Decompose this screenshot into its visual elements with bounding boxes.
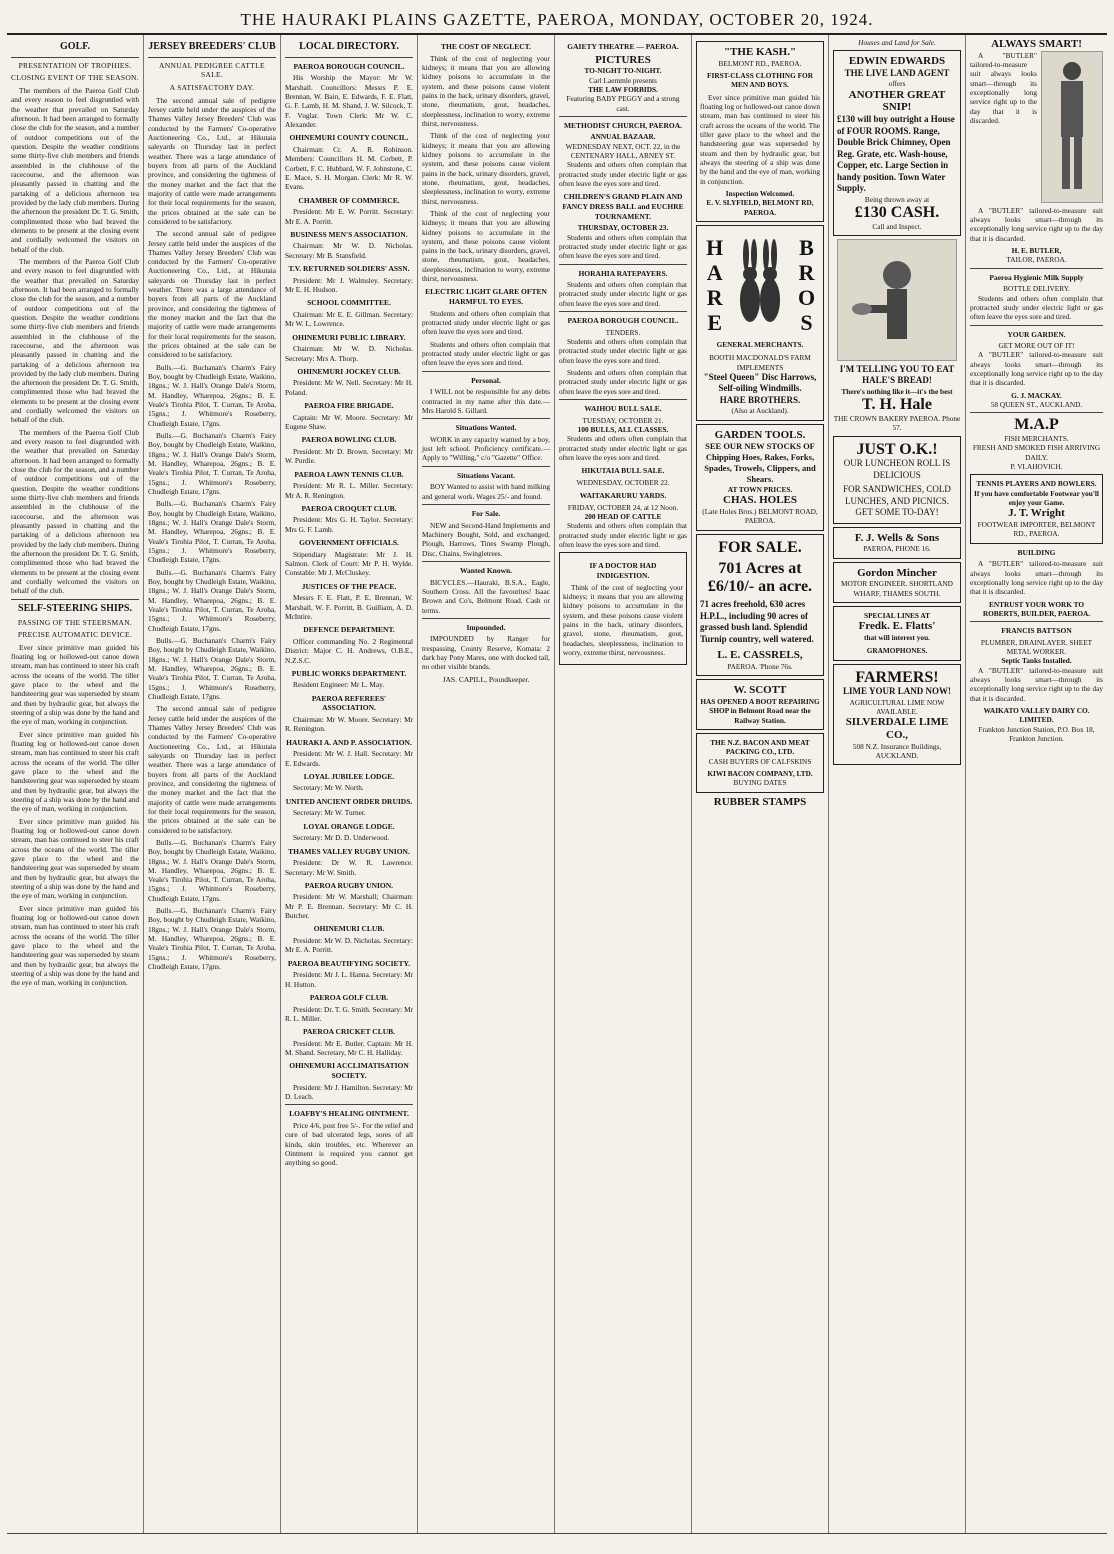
septic-tanks: Septic Tanks Installed. (1001, 656, 1072, 666)
ships-article-body-repeat-3: Ever since primitive man guided his floating log or hollowed-out canoe down stream, man has continued to steer his craft across the oceans of the world. The tiller gave place to the wheel and the handsteering gear was superseded by steam and then by hydraulic gear, but always the steering of a ship was done by the hand and the eye of man, working in conjunction. (11, 903, 139, 988)
call-inspect: Call and Inspect. (872, 221, 922, 231)
mincher-sub: MOTOR ENGINEER. SHORTLAND WHARF, THAMES SOUTH. (841, 579, 953, 598)
classified-category: Situations Wanted. (455, 423, 517, 433)
electric-heading: ELECTRIC LIGHT GLARE OFTEN HARMFUL TO EYES. (425, 287, 547, 307)
farm-sale-ad (696, 534, 824, 677)
directory-section-title: BUSINESS MEN'S ASSOCIATION. (290, 229, 408, 239)
classified-category: Personal. (471, 375, 501, 385)
special-lines: SPECIAL LINES AT (864, 611, 930, 620)
flatts-ad (833, 606, 961, 661)
wells-name: F. J. Wells & Sons (854, 531, 940, 544)
lime-now: LIME YOUR LAND NOW! (843, 686, 951, 697)
edwards-name: EDWIN EDWARDS (848, 55, 946, 68)
divider (970, 268, 1103, 269)
tennis-ad (970, 474, 1103, 543)
directory-section-title: THAMES VALLEY RUGBY UNION. (288, 846, 410, 856)
bazaar-body: Students and others often complain that protracted study under electric light or gas often leave the eyes sore and tired. (559, 160, 687, 189)
directory-section-title: PAEROA RUGBY UNION. (304, 880, 394, 890)
chas-holes: CHAS. HOLES (723, 494, 797, 507)
garden-body: A "BUTLER" tailored-to-measure suit always looks smart—through its exceptionally long service right up to the day that it is discarded. (970, 350, 1103, 388)
waikato-dairy: WAIKATO VALLEY DAIRY CO. LIMITED. (983, 706, 1090, 725)
directory-section-text: Chairman: Mr W. D. Nicholas. Secretary: Mr B. Stansfield. (285, 241, 413, 260)
jersey-bulls-list-repeat-4: Bulls.—G. Buchanan's Charm's Fairy Boy, bought by Chudleigh Estate, Waikino, 18gns.; W. J. Hall's Orange Dale's Storm, M. Handley, Wharepoa, 26gns.; B. E. Veale's Tirohia Pilot, T. Curran, Te Aroha, 15gns.; J. Whitmore's Roseberry, Chudleigh Estate, 17gns. (148, 635, 276, 701)
garden-tools-ad (696, 424, 824, 531)
tonight-label: TO-NIGHT TO-NIGHT. (584, 66, 662, 76)
waihou-body: Students and others often complain that protracted study under electric light or gas often leave the eyes sore and tired. (559, 434, 687, 462)
divider (11, 599, 139, 600)
cattle-count: 200 HEAD OF CATTLE (584, 512, 662, 522)
garden-sub: GET MORE OUT OF IT! (998, 341, 1075, 351)
smart-text-repeat: A "BUTLER" tailored-to-measure suit always looks smart—through its exceptionally long service right up to the day that it is discarded. (970, 205, 1103, 243)
fancy-dress-date: THURSDAY, OCTOBER 23. (577, 223, 669, 233)
doctor-ad (559, 552, 687, 665)
houses-heading: Houses and Land for Sale. (858, 38, 936, 47)
cassrels-name: L. E. CASSRELS, (717, 649, 803, 662)
classified-text: BOY Wanted to assist with hand milking and general work. Wages 25/- and found. (422, 482, 550, 501)
column-directory (281, 35, 418, 1533)
classified-category: Wanted Known. (459, 565, 513, 575)
for-sale-heading: FOR SALE. (718, 538, 802, 556)
golf-article-body-repeat: The members of the Paeroa Golf Club and every reason to feel disgruntled with the weather that prevailed on Saturday afternoon. It had been arranged to formally close the club for the season, and a number of outdoor competitions out of the question. Despite the weather conditions some thirty-five club members and friends assembled in the clubhouse of the racecourse, and the afternoon was pleasantly passed in chatting and the partaking of a delicious afternoon tea provided by the lady club members. During the afternoon the president Dr. T. G. Smith, complimented those who had braved the elements to be present at the closing event and cordially welcomed the visitors on behalf of the club. (11, 256, 139, 425)
classified-category: For Sale. (471, 509, 501, 519)
great-snip: ANOTHER GREAT SNIP! (848, 88, 946, 114)
divider (422, 418, 550, 419)
boot-repair-ad (696, 679, 824, 730)
jersey-article-body-repeat-2: The second annual sale of pedigree Jersey cattle held under the auspices of the Thames Valley Jersey Breeders' Club was conducted by the Farmers' Co-operative Auctioneering Co., Ltd., at Hikutaia saleyards on Thursday last in perfect weather. There was a large attendance of buyers from all parts of the Auckland province, and considering the tightness of the money market and the fact that the majority of cattle were made arrangements for their local requirements for the season, the prices obtained at the sale can be considered to be satisfactory. (148, 704, 276, 835)
classified-category: Impounded. (466, 622, 506, 632)
steel-queen: "Steel Queen" Disc Harrows, Self-oiling Windmills. (703, 371, 817, 394)
directory-section-title: PAEROA CRICKET CLUB. (302, 1027, 396, 1037)
hare-merchants: GENERAL MERCHANTS. (716, 339, 804, 349)
directory-section-title: DEFENCE DEPARTMENT. (303, 625, 395, 635)
wells-phone: PAEROA, PHONE 16. (863, 544, 931, 554)
jersey-subheading: ANNUAL PEDIGREE CATTLE SALE. (159, 60, 265, 80)
bazaar-label: ANNUAL BAZAAR. (590, 132, 656, 142)
garden-tools-heading: GARDEN TOOLS. (714, 428, 806, 441)
ships-heading: SELF-STEERING SHIPS. (18, 602, 132, 614)
jersey-bulls-list-repeat-2: Bulls.—G. Buchanan's Charm's Fairy Boy, bought by Chudleigh Estate, Waikino, 18gns.; W. J. Hall's Orange Dale's Storm, M. Handley, Wharepoa, 26gns.; B. E. Veale's Tirohia Pilot, T. Curran, Te Aroha, 15gns.; J. Whitmore's Roseberry, Chudleigh Estate, 17gns. (148, 499, 276, 565)
directory-section-title: LOYAL ORANGE LODGE. (303, 821, 395, 831)
ships-subheading-2: PRECISE AUTOMATIC DEVICE. (17, 630, 133, 640)
luncheon-line: FOR SANDWICHES, COLD LUNCHES, AND PICNICS. GET SOME TO-DAY! (843, 484, 951, 518)
film-title: THE LAW FORBIDS. (588, 84, 658, 94)
column-amusements (555, 35, 692, 1533)
bazaar-date: WEDNESDAY NEXT, OCT. 22, in the CENTENARY HALL, ARNEY ST. (565, 141, 681, 161)
masthead: THE HAURAKI PLAINS GAZETTE, PAEROA, MONDAY, OCTOBER 20, 1924. (7, 7, 1107, 35)
hale-tagline: I'M TELLING YOU TO EAT HALE'S BREAD! (839, 363, 955, 386)
directory-section-title: OHINEMURI JOCKEY CLUB. (297, 366, 401, 376)
divider (970, 621, 1103, 622)
directory-section-title: PAEROA GOLF CLUB. (309, 992, 389, 1002)
divider (285, 1104, 413, 1105)
directory-section-title: CHAMBER OF COMMERCE. (298, 195, 400, 205)
cassrels-phone: PAEROA. 'Phone 76s. (727, 662, 793, 671)
directory-section-text: President: Dr. T. G. Smith. Secretary: Mr R. L. Miller. (285, 1004, 413, 1023)
directory-section-title: OHINEMURI PUBLIC LIBRARY. (292, 332, 406, 342)
roberts-line: ENTRUST YOUR WORK TO ROBERTS, BUILDER, PAEROA. (982, 599, 1091, 618)
hare-logo (700, 230, 820, 340)
building-body: A "BUTLER" tailored-to-measure suit always looks smart—through its exceptionally long service right up to the day that it is discarded. (970, 559, 1103, 597)
ointment-ad-text: Price 4/6, post free 5/-. For the relief and cure of bad ulcerated legs, sores of all kinds, skin troubles, etc. Wherever an Ointment is required you cannot get anything so good. (285, 1120, 413, 1168)
just-ok: JUST O.K.! (856, 440, 938, 458)
booth-macdonald: BOOTH MACDONALD'S FARM IMPLEMENTS (709, 353, 811, 372)
garden-heading: YOUR GARDEN. (1007, 329, 1066, 339)
hare-brothers: HARE BROTHERS. (719, 394, 801, 405)
directory-heading: LOCAL DIRECTORY. (299, 41, 399, 52)
directory-section-text: President: Mr W. Marshall; Chairman: Mr P. E. Brennan. Secretary: Mr C. H. Butcher. (285, 892, 413, 921)
hare-auckland: (Also at Auckland). (731, 406, 789, 416)
battson-sub: PLUMBER, DRAINLAYER. SHEET METAL WORKER. (980, 637, 1093, 657)
directory-section-title: PAEROA REFEREES' ASSOCIATION. (311, 693, 387, 713)
presents-label: Carl Laemmle presents (589, 75, 657, 85)
directory-section-text: Secretary: Mr D. D. Underwood. (293, 833, 390, 843)
tenders-body-repeat: Students and others often complain that protracted study under electric light or gas often leave the eyes sore and tired. (559, 368, 687, 396)
jersey-bulls-list-repeat-5: Bulls.—G. Buchanan's Charm's Fairy Boy, bought by Chudleigh Estate, Waikino, 18gns.; W. J. Hall's Orange Dale's Storm, M. Handley, Wharepoa, 26gns.; B. E. Veale's Tirohia Pilot, T. Curran, Te Aroha, 15gns.; J. Whitmore's Roseberry, Chudleigh Estate, 17gns. (148, 837, 276, 903)
directory-section-title: PAEROA CROQUET CLUB. (301, 503, 397, 513)
snip-text: £130 will buy outright a House of FOUR ROOMS. Range, Double Brick Chimney, Open Reg. Grate, etc. Wash-house, Copper, etc. Large Section in handy position. Town Water Supply. (837, 114, 955, 194)
jersey-bulls-list-repeat-3: Bulls.—G. Buchanan's Charm's Fairy Boy, bought by Chudleigh Estate, Waikino, 18gns.; W. J. Hall's Orange Dale's Storm, M. Handley, Wharepoa, 26gns.; B. E. Veale's Tirohia Pilot, T. Curran, Te Aroha, 15gns.; J. Whitmore's Roseberry, Chudleigh Estate, 17gns. (148, 567, 276, 633)
directory-section-title: PAEROA BOWLING CLUB. (301, 435, 397, 445)
baker-illustration-icon (837, 239, 957, 361)
flatts-name: Fredk. E. Flatts' (858, 620, 936, 633)
mincher-name: Gordon Mincher (857, 566, 937, 579)
tennis-heading: TENNIS PLAYERS AND BOWLERS. (976, 479, 1097, 489)
waitakaruru-heading: WAITAKARURU YARDS. (579, 491, 667, 501)
doctor-body: Think of the cost of neglecting your kidneys; it means that you are allowing kidney poisons to accumulate in the system, and these poisons cause violent pains in the back, urinary disorders, gravel, stone, rheumatism, gout, headaches, sleeplessness, inclination to worry, extreme thirst, nervousness. (563, 582, 683, 657)
mackay-name: G. J. MACKAY. (1011, 390, 1062, 400)
waihou-bulls: 100 BULLS, ALL CLASSES. (577, 424, 669, 434)
ships-article-body-repeat: Ever since primitive man guided his floating log or hollowed-out canoe down stream, man has continued to steer his craft across the oceans of the world. The tiller gave place to the wheel and the handsteering gear was superseded by steam and then by hydraulic gear, but always the steering of a ship was done by the hand and the eye of man, working in conjunction. (11, 729, 139, 814)
thrown-label: Being thrown away at (864, 194, 930, 204)
milk-heading: Paeroa Hygienic Milk Supply (989, 272, 1084, 282)
waihou-date: TUESDAY, OCTOBER 21. (582, 415, 664, 425)
luncheon-ad (833, 436, 961, 524)
directory-section-text: President: Mr R. L. Miller. Secretary: Mr A. R. Renington. (285, 481, 413, 500)
directory-section-title: PAEROA BOROUGH COUNCIL. (293, 61, 405, 71)
fancy-dress-heading: CHILDREN'S GRAND PLAIN AND FANCY DRESS BALL and EUCHRE TOURNAMENT. (562, 192, 684, 221)
map-sub: FISH MERCHANTS. (1004, 434, 1069, 443)
neglect-body: Think of the cost of neglecting your kidneys; it means that you are allowing kidney poisons to accumulate in the system, and these poisons cause violent pains in the back, urinary disorders, gravel, stone, rheumatism, gout, headaches, sleeplessness, inclination to worry, extreme thirst, nervousness. (422, 53, 550, 128)
map-line: FRESH AND SMOKED FISH ARRIVING DAILY. (972, 443, 1101, 462)
waihou-heading: WAIHOU BULL SALE. (584, 404, 662, 413)
divider (559, 264, 687, 265)
divider (422, 618, 550, 619)
directory-section-title: PAEROA BEAUTIFYING SOCIETY. (287, 958, 411, 968)
divider (11, 57, 139, 58)
snip-price: £130 CASH. (854, 204, 940, 222)
waitakaruru-date: FRIDAY, OCTOBER 24, at 12 Noon. (567, 502, 679, 512)
poundkeeper-signature: JAS. CAPILL, Poundkeeper. (442, 674, 530, 684)
farmers-heading: FARMERS! (855, 668, 939, 686)
directory-section-text: President: Mr W. Nell. Secretary: Mr H. Poland. (285, 378, 413, 397)
kash-footer: Inspection Welcomed. (725, 188, 795, 198)
directory-section-title: SCHOOL COMMITTEE. (307, 298, 391, 308)
golf-subheading-2: CLOSING EVENT OF THE SEASON. (11, 73, 139, 83)
milk-sub: BOTTLE DELIVERY. (1003, 284, 1070, 294)
butler-sub: TAILOR, PAEROA. (1006, 255, 1067, 265)
directory-section-text: Messrs F. E. Flatt, P. E. Brennan, W. Marshall, W. F. Porritt, B. Guilliam, A. D. McIntire. (285, 593, 413, 621)
scott-name: W. SCOTT (733, 684, 787, 697)
kash-signature: E. V. SLYFIELD, BELMONT RD, PAEROA. (706, 198, 814, 217)
newspaper-page (7, 7, 1107, 1540)
column-kash (692, 35, 829, 1533)
tennis-sub: If you have comfortable Footwear you'll enjoy your Game. (974, 488, 1099, 507)
hale-name: T. H. Hale (862, 396, 932, 414)
film-cast: Featuring BABY PEGGY and a strong cast. (566, 94, 680, 113)
lime-ad (833, 664, 961, 766)
jersey-article-body-repeat: The second annual sale of pedigree Jersey cattle held under the auspices of the Thames Valley Jersey Breeders' Club was conducted by the Farmers' Co-operative Auctioneering Co., Ltd., at Hikutaia saleyards on Thursday last in perfect weather. There was a large attendance of buyers from all parts of the Auckland province, and considering the tightness of the money market and the fact that the majority of cattle were made arrangements for their local requirements for the season, the prices obtained at the sale can be considered to be satisfactory. (148, 229, 276, 360)
electric-body-repeat: Students and others often complain that protracted study under electric light or gas often leave the eyes sore and tired. (422, 339, 550, 368)
hikutaia-heading: HIKUTAIA BULL SALE. (581, 466, 665, 476)
directory-section-title: PAEROA LAWN TENNIS CLUB. (294, 469, 404, 479)
borough-tenders-heading: PAEROA BOROUGH COUNCIL. (567, 316, 679, 326)
directory-section-title: HAURAKI A. AND P. ASSOCIATION. (286, 737, 412, 747)
fancy-dress-body: Students and others often complain that protracted study under electric light or gas often leave the eyes sore and tired. (559, 232, 687, 261)
gentleman-icon (1047, 57, 1097, 197)
classifieds (422, 371, 550, 672)
agricultural-lime: AGRICULTURAL LIME NOW AVAILABLE. (849, 697, 945, 717)
divider (285, 57, 413, 58)
directory-section-title: T.V. RETURNED SOLDIERS' ASSN. (288, 264, 410, 274)
hare-right-letters: BROS (794, 234, 819, 335)
ships-article-body: Ever since primitive man guided his floating log or hollowed-out canoe down stream, man has continued to steer his craft across the oceans of the world. The tiller gave place to the wheel and the handsteering gear was superseded by steam and then by hydraulic gear, but always the steering of a ship was done by the hand and the eye of man, working in conjunction. (11, 642, 139, 727)
directory-section-text: President: Mrs G. H. Taylor. Secretary: Mrs G. F. Lamb. (285, 515, 413, 534)
man-figure-icon (1041, 51, 1103, 203)
columns (7, 35, 1107, 1534)
smart-text: A "BUTLER" tailored-to-measure suit always looks smart—through its exceptionally long service right up to the day that it is discarded. (970, 50, 1037, 125)
edwards-sub: THE LIVE LAND AGENT (844, 67, 950, 78)
directory-section-title: OHINEMURI ACCLIMATISATION SOCIETY. (289, 1061, 409, 1081)
directory-section-text: President: Mr J. L. Hanna. Secretary: Mr H. Hutton. (285, 970, 413, 989)
hale-address: THE CROWN BAKERY PAEROA. Phone 57. (833, 413, 961, 433)
always-smart: ALWAYS SMART! (991, 38, 1082, 50)
ships-article-body-repeat-2: Ever since primitive man guided his floating log or hollowed-out canoe down stream, man has continued to steer his craft across the oceans of the world. The tiller gave place to the wheel and the handsteering gear was superseded by steam and then by hydraulic gear, but always the steering of a ship was done by the hand and the eye of man, working in conjunction. (11, 816, 139, 901)
directory-section-text: President: Dr W. R. Lawrence. Secretary: Mr W. Smith. (285, 858, 413, 877)
classified-category: Situations Vacant. (457, 470, 515, 480)
directory-section-title: OHINEMURI COUNTY COUNCIL. (289, 133, 409, 143)
kash-title: "THE KASH." (723, 46, 797, 58)
kiwi-sub: BUYING DATES (733, 778, 787, 788)
directory-section-title: LOYAL JUBILEE LODGE. (303, 771, 395, 781)
jersey-bulls-list-repeat-6: Bulls.—G. Buchanan's Charm's Fairy Boy, bought by Chudleigh Estate, Waikino, 18gns.; W. J. Hall's Orange Dale's Storm, M. Handley, Wharepoa, 26gns.; B. E. Veale's Tirohia Pilot, T. Curran, Te Aroha, 15gns.; J. Whitmore's Roseberry, Chudleigh Estate, 17gns. (148, 906, 276, 972)
rabbits-illustration-icon (730, 230, 790, 340)
divider (422, 504, 550, 505)
column-edwards (829, 35, 966, 1533)
golf-subheading: PRESENTATION OF TROPHIES. (18, 60, 132, 70)
column-neglect (418, 35, 555, 1533)
jersey-bulls-list-repeat: Bulls.—G. Buchanan's Charm's Fairy Boy, bought by Chudleigh Estate, Waikino, 18gns.; W. J. Hall's Orange Dale's Storm, M. Handley, Wharepoa, 26gns.; B. E. Veale's Tirohia Pilot, T. Curran, Te Aroha, 15gns.; J. Whitmore's Roseberry, Chudleigh Estate, 17gns. (148, 431, 276, 497)
waitakaruru-body: Students and others often complain that protracted study under electric light or gas often leave the eyes sore and tired. (559, 521, 687, 550)
horahia-heading: HORAHIA RATEPAYERS. (578, 268, 668, 278)
waikato-address: Frankton Junction Station, P.O. Box 18, Frankton Junction. (978, 724, 1095, 744)
column-golf (7, 35, 144, 1533)
luncheon-roll: OUR LUNCHEON ROLL IS DELICIOUS (843, 458, 951, 480)
golf-article-body: The members of the Paeroa Golf Club and every reason to feel disgruntled with the weather that prevailed on Saturday afternoon. It had been arranged to formally close the club for the season, and a number of outdoor competitions out of the question. Despite the weather conditions some thirty-five club members and friends assembled in the clubhouse of the racecourse, and the afternoon was pleasantly passed in chatting and the partaking of a delicious afternoon tea provided by the lady club members. During the afternoon the president Dr. T. G. Smith, complimented those who had braved the elements to be present at the closing event and cordially welcomed the visitors on behalf of the club. (11, 85, 139, 254)
classified-text: BICYCLES.—Hauraki, B.S.A., Eagle, Southern Cross. All the favourites! Isaac Brown and Co's, Belmont Road. Cash or terms. (422, 577, 550, 615)
directory-section-text: Chairman: Cr. A. R. Robinson. Members: Councillors H. M. Corbett, P. Corbett, F. C. Hubbard, W. F. Johnstone, C. E. Mace, S. H. Morgan. Clerk: Mr R. W. Evans. (285, 144, 413, 192)
divider (422, 466, 550, 467)
chef-icon (842, 245, 952, 355)
building-heading: BUILDING (1017, 547, 1056, 557)
golf-article-body-repeat-2: The members of the Paeroa Golf Club and every reason to feel disgruntled with the weather that prevailed on Saturday afternoon. It had been arranged to formally close the club for the season, and a number of outdoor competitions out of the question. Despite the weather conditions some thirty-five club members and friends assembled in the clubhouse of the racecourse, and the afternoon was pleasantly passed in chatting and the partaking of a delicious afternoon tea provided by the lady club members. During the afternoon the president Dr. T. G. Smith, complimented those who had braved the elements to be present at the closing event and cordially welcomed the visitors on behalf of the club. (11, 427, 139, 596)
wells-ad (833, 527, 961, 559)
kash-line: FIRST-CLASS CLOTHING FOR MEN AND BOYS. (707, 70, 813, 90)
directory-section-text: President: Mr E. Butler. Captain: Mr H. M. Shand. Secretary, Mr C. H. Halliday. (285, 1038, 413, 1058)
classified-text: I WILL not be responsible for any debts contracted in my name after this date.—Mrs Harold S. Gillard. (422, 387, 550, 415)
directory-section-text: Resident Engineer: Mr L. May. (293, 680, 385, 690)
pictures-label: PICTURES (595, 53, 651, 66)
bacon-sub: CASH BUYERS OF CALFSKINS (708, 756, 812, 766)
jersey-article-body: The second annual sale of pedigree Jersey cattle held under the auspices of the Thames Valley Jersey Breeders' Club was conducted by the Farmers' Co-operative Auctioneering Co., Ltd., at Hikutaia saleyards on Thursday last in perfect weather. There was a large attendance of buyers from all parts of the Auckland province, and considering the tightness of the money market and the fact that the majority of cattle were made arrangements for their local requirements for the season, the prices obtained at the sale can be considered to be satisfactory. (148, 95, 276, 226)
column-butler (966, 35, 1107, 1533)
directory-section-text: President: Mr D. Brown. Secretary: Mr W. Purdie. (285, 446, 413, 466)
hare-left-letters: HARE (702, 234, 728, 335)
divider (422, 371, 550, 372)
bacon-ad (696, 733, 824, 793)
directory-section-text: Captain: Mr W. Moore. Secretary: Mr Eugene Shaw. (285, 412, 413, 432)
directory-section-title: GOVERNMENT OFFICIALS. (299, 538, 399, 548)
directory-section-text: Secretary: Mr W. Turner. (293, 808, 366, 818)
divider (559, 311, 687, 312)
map-name: M.A.P (1014, 416, 1059, 434)
gramophones: GRAMOPHONES. (866, 646, 928, 656)
directory-section-title: OHINEMURI CLUB. (313, 924, 385, 934)
silverdale-name: SILVERDALE LIME CO., (845, 716, 949, 742)
directory-section-title: JUSTICES OF THE PEACE. (301, 581, 397, 591)
directory-section-text: Chairman: Mr E. E. Gillman. Secretary: Mr W. L. Lowrence. (285, 309, 413, 329)
divider (148, 57, 276, 58)
horahia-body: Students and others often complain that protracted study under electric light or gas often leave the eyes sore and tired. (559, 280, 687, 308)
directory-section-title: PUBLIC WORKS DEPARTMENT. (291, 668, 407, 678)
tenders-body: Students and others often complain that protracted study under electric light or gas often leave the eyes sore and tired. (559, 337, 687, 365)
directory-list (285, 62, 413, 1101)
edwards-offers: offers (888, 79, 906, 89)
ointment-ad-title: LOAFBY'S HEALING OINTMENT. (289, 1109, 409, 1119)
directory-section-text: President: Mr J. Hamilton. Secretary: Mr D. Leach. (285, 1082, 413, 1101)
battson-name: FRANCIS BATTSON (1001, 626, 1072, 636)
directory-section-text: President: Mr W. J. Hall. Secretary: Mr E. Edwards. (285, 749, 413, 768)
classified-text: IMPOUNDED by Ranger for trespassing, County Reserve, Komata: 2 dark bay Pony Mares, one with docked tail, no other visible brands. (422, 634, 550, 672)
directory-section-title: UNITED ANCIENT ORDER DRUIDS. (285, 796, 413, 806)
vlahovich-name: P. VLAHOVICH. (1010, 461, 1063, 471)
column-jersey (144, 35, 281, 1533)
rubber-stamps: RUBBER STAMPS (713, 795, 807, 808)
gaiety-heading: GAIETY THEATRE — PAEROA. (567, 42, 679, 51)
directory-section-text: President: Mr W. D. Nicholas. Secretary: Mr E. A. Porritt. (285, 936, 413, 955)
ships-subheading: PASSING OF THE STEERSMAN. (17, 617, 133, 627)
directory-section-text: Secretary: Mr W. North. (293, 783, 364, 793)
divider (559, 399, 687, 400)
divider (422, 561, 550, 562)
acres-description: 71 acres freehold, 630 acres H.P.L., including 90 acres of grassed bush land. Splendid Turnip country, well watered. (700, 599, 814, 644)
methodist-heading: METHODIST CHURCH, PAEROA. (563, 120, 683, 130)
town-prices: AT TOWN PRICES. (727, 484, 793, 494)
chas-holes-address: (Late Holes Bros.) BELMONT ROAD, PAEROA. (702, 506, 818, 526)
directory-section-text: President: Mr E. W. Porritt. Secretary: Mr E. A. Porritt. (285, 207, 413, 226)
acres-headline: 701 Acres at £6/10/- an acre. (707, 560, 813, 595)
milk-body: Students and others often complain that protracted study under electric light or gas often leave the eyes sore and tired. (970, 293, 1103, 322)
hare-ad (696, 225, 824, 421)
tenders-label: TENDERS. (605, 327, 641, 337)
classified-text: WORK in any capacity wanted by a boy, just left school. Proficiency certificate.—Apply to "Willing," c/o "Gazette" Office. (422, 434, 550, 463)
edwards-ad (833, 50, 961, 236)
kiwi-company: KIWI BACON COMPANY, LTD. (707, 768, 813, 778)
divider (559, 116, 687, 117)
doctor-heading: IF A DOCTOR HAD INDIGESTION. (589, 561, 657, 580)
directory-section-title: PAEROA FIRE BRIGADE. (304, 401, 394, 411)
kash-address: BELMONT RD., PAEROA. (718, 58, 802, 68)
electric-body: Students and others often complain that protracted study under electric light or gas often leave the eyes sore and tired. (422, 308, 550, 337)
battson-body: A "BUTLER" tailored-to-measure suit always looks smart—through its exceptionally long service right up to the day that it is discarded. (970, 665, 1103, 703)
jersey-heading: JERSEY BREEDERS' CLUB (148, 41, 276, 52)
divider (970, 412, 1103, 413)
wright-name: J. T. Wright (1008, 507, 1065, 520)
mincher-ad (833, 562, 961, 603)
mackay-address: 58 QUEEN ST., AUCKLAND. (990, 400, 1083, 410)
kash-ad (696, 41, 824, 222)
neglect-body-repeat-2: Think of the cost of neglecting your kidneys; it means that you are allowing kidney poisons to accumulate in the system, and these poisons cause violent pains in the back, urinary disorders, gravel, stone, rheumatism, gout, headaches, sleeplessness, inclination to worry, extreme thirst, nervousness. (422, 208, 550, 284)
neglect-body-repeat: Think of the cost of neglecting your kidneys; it means that you are allowing kidney poisons to accumulate in the system, and these poisons cause violent pains in the back, urinary disorders, gravel, stone, rheumatism, gout, headaches, sleeplessness, inclination to worry, extreme thirst, nervousness. (422, 131, 550, 206)
hale-line: There's nothing like it—it's the best (841, 386, 953, 396)
scott-text: HAS OPENED A BOOT REPAIRING SHOP in Belmont Road near the Railway Station. (700, 696, 820, 725)
directory-section-text: Chairman: Mr W. D. Nicholas. Secretary: Mrs A. Thorp. (285, 344, 413, 363)
bacon-company: THE N.Z. BACON AND MEAT PACKING CO., LTD. (710, 737, 810, 757)
directory-section-text: Stipendiary Magistrate: Mr J. H. Salmon. Clerk of Court: Mr P. H. Wylde. Constable: Mr J. McCluskey. (285, 549, 413, 578)
new-stocks: SEE OUR NEW STOCKS OF Chipping Hoes, Rakes, Forks, Spades, Trowels, Clippers, and Shears. (704, 441, 816, 485)
silverdale-address: 508 N.Z. Insurance Buildings, AUCKLAND. (852, 741, 942, 760)
flatts-sub: that will interest you. (864, 632, 930, 642)
classified-text: NEW and Second-Hand Implements and Machinery Bought, Sold, and exchanged, Plough, Harrows, Tines Swamp Plough, Disc, Chains, Swingletrees. (422, 520, 550, 558)
hikutaia-date: WEDNESDAY, OCTOBER 22. (576, 477, 670, 487)
directory-section-text: His Worship the Mayor: Mr W. Marshall. Councillors: Messrs P. E. Brennan, W. Bain, E. Edwards, F. E. Flatt, G. F. Lamb, H. M. Shand, J. W. Silcock, T. F. Vuglar. Town Clerk: Mr W. C. Alexander. (285, 73, 413, 130)
golf-heading: GOLF. (60, 41, 90, 52)
butler-name: H. E. BUTLER, (1011, 245, 1062, 255)
jersey-subheading-2: A SATISFACTORY DAY. (169, 82, 255, 92)
divider (970, 325, 1103, 326)
directory-section-text: Chairman: Mr W. Moore. Secretary: Mr R. Renington. (285, 714, 413, 734)
neglect-heading: THE COST OF NEGLECT. (441, 42, 531, 51)
directory-section-text: Officer commanding No. 2 Regimental District: Major C. H. Andrews, O.B.E., N.Z.S.C. (285, 636, 413, 665)
kash-body: Ever since primitive man guided his floating log or hollowed-out canoe down stream, man has continued to steer his craft across the oceans of the world. The tiller gave place to the wheel and the handsteering gear was superseded by steam and then by hydraulic gear, but always the steering of a ship was done by the hand and the eye of man, working in conjunction. (700, 92, 820, 186)
wright-sub: FOOTWEAR IMPORTER, BELMONT RD., PAEROA. (977, 519, 1096, 539)
directory-section-text: President: Mr J. Walmsley. Secretary: Mr E. H. Hudson. (285, 275, 413, 295)
jersey-bulls-list: Bulls.—G. Buchanan's Charm's Fairy Boy, bought by Chudleigh Estate, Waikino, 18gns.; W. J. Hall's Orange Dale's Storm, M. Handley, Wharepoa, 26gns.; B. E. Veale's Tirohia Pilot, T. Curran, Te Aroha, 15gns.; J. Whitmore's Roseberry, Chudleigh Estate, 17gns. (148, 362, 276, 428)
